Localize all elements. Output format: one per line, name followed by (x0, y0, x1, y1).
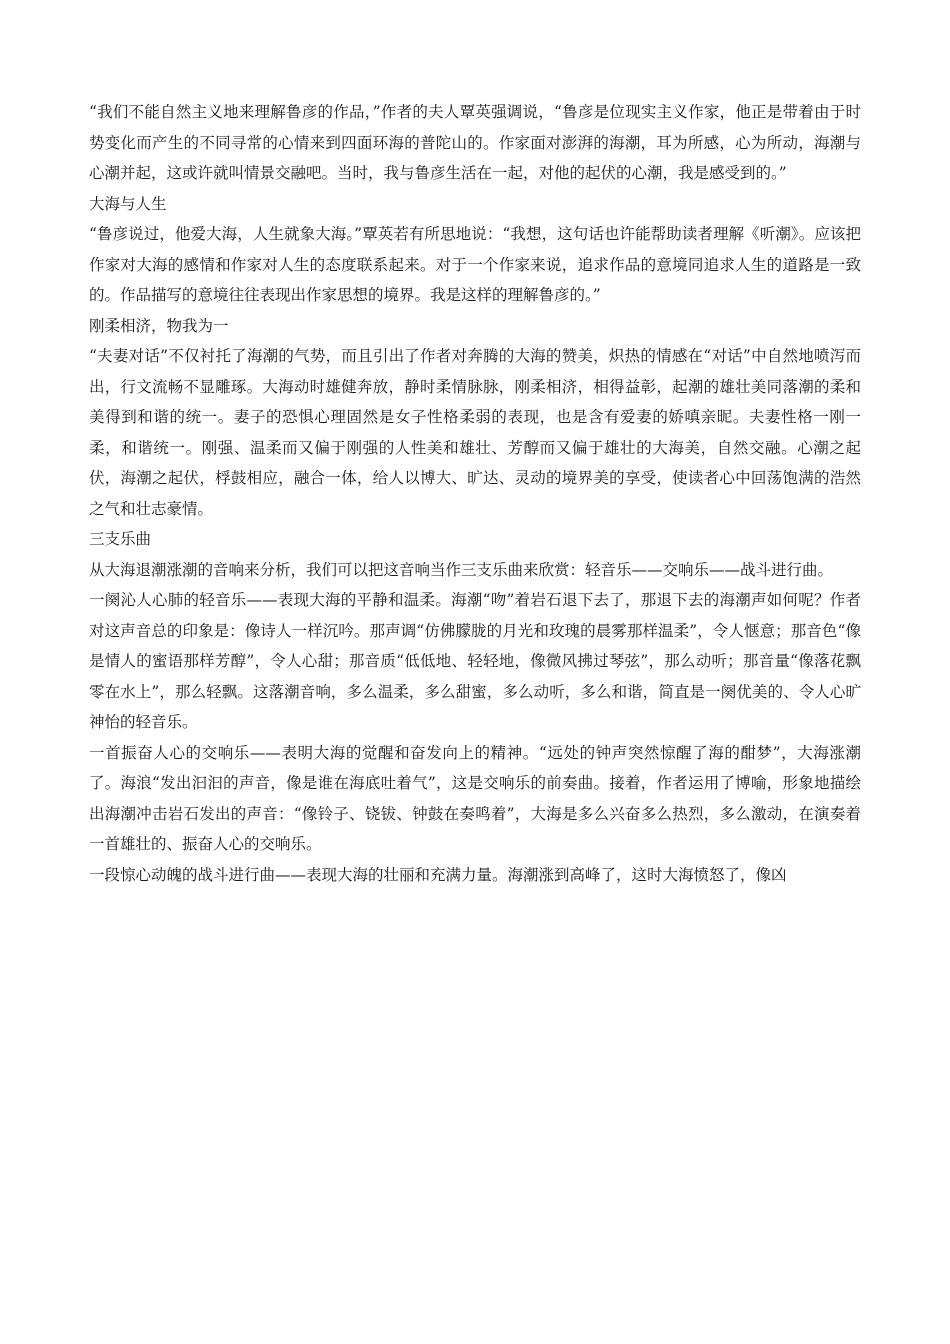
paragraph-symphony: 一首振奋人心的交响乐——表明大海的觉醒和奋发向上的精神。“远处的钟声突然惊醒了海的酣梦”，大海涨潮了。海浪“发出汩汩的声音，像是谁在海底吐着气”，这是交响乐的前奏曲。接着，作者运用了博喻，形象地描绘出海潮冲击岩石发出的声音：“像铃子、铙钹、钟鼓在奏鸣着”，大海是多么兴奋多么热烈，多么激动，在演奏着一首雄壮的、振奋人心的交响乐。 (89, 743, 861, 853)
section-heading-hard-and-soft: 刚柔相济，物我为一 (89, 316, 229, 335)
paragraph-couple-dialogue: “夫妻对话”不仅衬托了海潮的气势，而且引出了作者对奔腾的大海的赞美，炽热的情感在“对话”中自然地喷泻而出，行文流畅不显雕琢。大海动时雄健奔放，静时柔情脉脉，刚柔相济，相得益彰，起潮的雄壮美同落潮的柔和美得到和谐的统一。妻子的恐惧心理固然是女子性格柔弱的表现，也是含有爱妻的娇嗔亲昵。夫妻性格一刚一柔，和谐统一。刚强、温柔而又偏于刚强的人性美和雄壮、芳醇而又偏于雄壮的大海美，自然交融。心潮之起伏，海潮之起伏，桴鼓相应，融合一体，给人以博大、旷达、灵动的境界美的享受，使读者心中回荡饱满的浩然之气和壮志豪情。 (89, 347, 861, 518)
section-heading-three-pieces: 三支乐曲 (89, 530, 152, 548)
paragraph-light-music: 一阕沁人心肺的轻音乐——表现大海的平静和温柔。海潮“吻”着岩石退下去了，那退下去的海潮声如何呢？作者对这声音总的印象是：像诗人一样沉吟。那声调“仿佛朦胧的月光和玫瑰的晨雾那样温柔”，令人惬意；那音色“像是情人的蜜语那样芳醇”，令人心甜；那音质“低低地、轻轻地，像微风拂过琴弦”，那么动听；那音量“像落花飘零在水上”，那么轻飘。这落潮音响，多么温柔，多么甜蜜，多么动听，多么和谐，简直是一阕优美的、令人心旷神怡的轻音乐。 (89, 591, 861, 731)
paragraph-three-pieces-intro: 从大海退潮涨潮的音响来分析，我们可以把这音响当作三支乐曲来欣赏：轻音乐——交响乐——战斗进行曲。 (89, 560, 834, 579)
paragraph-author-wife-quote: “我们不能自然主义地来理解鲁彦的作品，”作者的夫人覃英强调说，“鲁彦是位现实主义作家，他正是带着由于时势变化而产生的不同寻常的心情来到四面环海的普陀山的。作家面对澎湃的海潮，耳为所感，心为所动，海潮与心潮并起，这或许就叫情景交融吧。当时，我与鲁彦生活在一起，对他的起伏的心潮，我是感受到的。” (89, 103, 861, 182)
paragraph-battle-march: 一段惊心动魄的战斗进行曲——表现大海的壮丽和充满力量。海潮涨到高峰了，这时大海愤怒了，像凶 (89, 865, 787, 884)
section-heading-sea-and-life: 大海与人生 (89, 194, 167, 213)
document-page (89, 97, 861, 890)
paragraph-sea-and-life: “鲁彦说过，他爱大海，人生就象大海。”覃英若有所思地说：“我想，这句话也许能帮助读者理解《听潮》。应该把作家对大海的感情和作家对人生的态度联系起来。对于一个作家来说，追求作品的意境同追求人生的道路是一致的。作品描写的意境往往表现出作家思想的境界。我是这样的理解鲁彦的。” (89, 225, 861, 304)
